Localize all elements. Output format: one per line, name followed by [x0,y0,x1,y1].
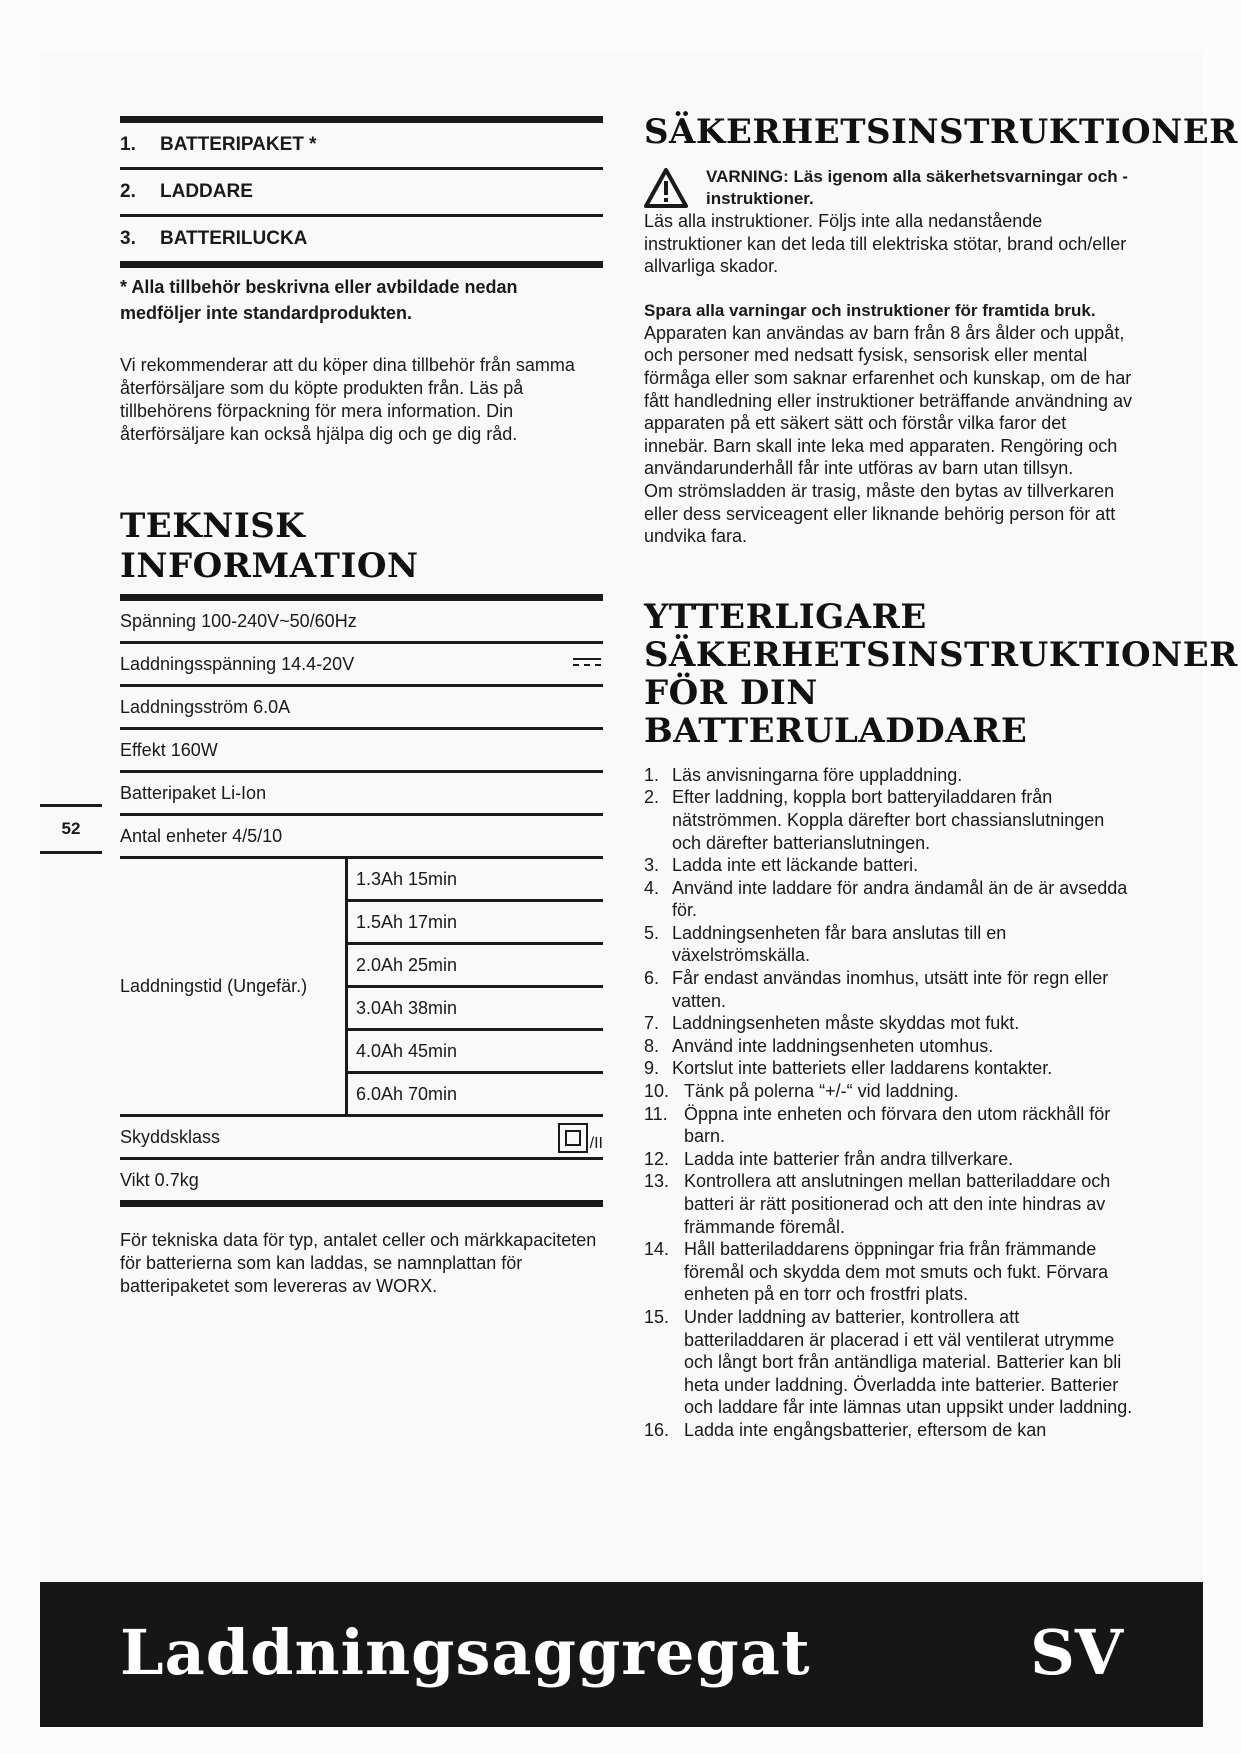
list-item-text: Ladda inte engångsbatterier, eftersom de kan [684,1419,1047,1440]
tech-row-battery-pack [120,773,603,816]
heading-line: YTTERLIGARE [644,596,927,637]
page-number-marker [40,804,102,854]
list-item-number: 14. [644,1239,670,1260]
top-rule [120,116,603,123]
tech-value: Skyddsklass [120,1126,221,1147]
accessories-note: * Alla tillbehör beskrivna eller avbildade nedan medföljer inte standardprodukten. [120,277,518,323]
charge-time-row: 4.0Ah 45min [348,1031,603,1074]
tech-value: Vikt 0.7kg [120,1169,199,1190]
footer-language: SV [1030,1616,1123,1689]
list-item-text: Kortslut inte batteriets eller laddarens kontakter. [672,1058,1053,1079]
accessory-number: 1. [120,134,136,155]
charge-time-list [348,859,603,1114]
cord-paragraph: Om strömsladden är trasig, måste den bytas av tillverkaren eller dess serviceagent eller liknande behörig person för att undvika fara. [644,480,1116,547]
list-item-text: Laddningsenheten får bara anslutas till en växelströmskälla. [672,922,1007,966]
charge-time-row: 6.0Ah 70min [356,1083,458,1104]
safety-list-item [644,1238,1134,1306]
list-item-number: 2. [644,787,660,808]
tech-value: Laddningsspänning 14.4-20V [120,653,355,674]
safety-list-item [644,854,1134,877]
tech-row-power [120,730,603,773]
list-item-text: Ladda inte batterier från andra tillverkare. [684,1148,1014,1169]
tech-top-rule [120,594,603,601]
charge-time-row: 3.0Ah 38min [348,988,603,1031]
accessory-item-1 [120,123,603,170]
tech-value: Antal enheter 4/5/10 [120,825,283,846]
tech-row-units [120,816,603,859]
safety-list-item [644,1306,1134,1419]
list-item-number: 11. [644,1103,668,1124]
list-item-text: Kontrollera att anslutningen mellan batteriladdare och batteri är rätt positionerad och att den inte hindras av främmande föremål. [684,1171,1111,1237]
accessory-label: BATTERILUCKA [160,228,308,249]
list-item-text: Använd inte laddningsenheten utomhus. [672,1035,994,1056]
list-item-text: Under laddning av batterier, kontrollera att batteriladdaren är placerad i ett väl ventilerat utrymme och långt bort från antändliga material. Batterier kan bli heta under laddning. Överladda inte batterier. Batterier och laddare får inte lämnas utan uppsikt under laddning. [684,1306,1133,1418]
tech-row-voltage [120,601,603,644]
accessory-item-3 [120,217,603,261]
tech-row-charge-current [120,687,603,730]
list-item-text: Använd inte laddare för andra ändamål än de är avsedda för. [672,877,1128,921]
additional-safety-list [644,764,1134,1442]
charge-time-row: 1.5Ah 17min [348,902,603,945]
safety-list-item [644,1080,1134,1103]
list-item-text: Laddningsenheten måste skyddas mot fukt. [672,1013,1020,1034]
children-paragraph: Apparaten kan användas av barn från 8 års ålder och uppåt, och personer med nedsatt fysisk, sensorisk eller mental förmåga eller som saknar erfarenhet och kunskap, om de har fått handledning eller instruktioner beträffande användning av apparaten på ett säkert sätt och förstår vilka faror det innebär. Barn skall inte leka med apparaten. Rengöring och användarunderhåll får inte utföras av barn utan tillsyn. [644,322,1133,479]
class-ii-suffix: /II [589,1135,603,1152]
list-item-text: Ladda inte ett läckande batteri. [672,855,919,876]
warning-block [644,166,1134,210]
tech-row-charge-voltage [120,644,603,687]
additional-safety-heading [644,596,1238,751]
tech-row-weight [120,1160,603,1200]
list-item-text: Får endast användas inomhus, utsätt inte för regn eller vatten. [672,968,1109,1011]
safety-list-item [644,967,1134,1012]
safety-list-item [644,1012,1134,1035]
safety-list-item [644,1148,1134,1171]
list-item-number: 7. [644,1013,660,1034]
accessory-number: 2. [120,181,136,202]
save-instructions-heading: Spara alla varningar och instruktioner för framtida bruk. [644,300,1096,320]
safety-list-item [644,764,1134,787]
list-item-number: 16. [644,1419,670,1440]
accessory-item-2 [120,170,603,217]
list-item-text: Tänk på polerna “+/-“ vid laddning. [684,1081,959,1102]
safety-list-item [644,1419,1134,1442]
list-item-number: 8. [644,1035,660,1056]
safety-list-item [644,1170,1134,1238]
list-item-number: 4. [644,877,660,898]
list-item-number: 9. [644,1058,660,1079]
tech-value: Laddningsström 6.0A [120,696,291,717]
warning-triangle-icon [644,168,688,208]
accessory-label: BATTERIPAKET * [160,134,317,155]
accessory-label: LADDARE [160,181,253,202]
heading-line: FÖR DIN BATTERULADDARE [644,672,1028,751]
tech-value: Batteripaket Li-Ion [120,782,267,803]
safety-list-item [644,1103,1134,1148]
tech-bottom-rule [120,1200,603,1207]
safety-list-item [644,877,1134,922]
footer-title: Laddningsaggregat [120,1616,811,1689]
list-item-text: Öppna inte enheten och förvara den utom räckhåll för barn. [684,1103,1111,1147]
tech-footnote: För tekniska data för typ, antalet celler och märkkapaciteten för batterierna som kan laddas, se namnplattan för batteripaketet som levereras av WORX. [120,1230,597,1296]
list-item-number: 6. [644,968,660,989]
accessory-bottom-rule [120,261,603,268]
charge-time-row: 1.3Ah 15min [348,859,603,902]
charge-time-row: 2.0Ah 25min [348,945,603,988]
list-item-number: 15. [644,1306,670,1327]
list-item-number: 1. [644,764,660,785]
charge-time-label: Laddningstid (Ungefär.) [120,859,348,1114]
safety-list-item [644,922,1134,967]
safety-list-item [644,786,1134,854]
safety-list-item [644,1035,1134,1058]
tech-row-protection-class [120,1117,603,1160]
charge-time-table [120,859,603,1117]
list-item-text: Håll batteriladdarens öppningar fria från främmande föremål och skydda dem mot smuts och fukt. Förvara enheten på en torr och frostfri plats. [684,1239,1109,1305]
tech-value: Spänning 100-240V~50/60Hz [120,610,357,631]
list-item-text: Läs anvisningarna före uppladdning. [672,764,963,785]
tech-info-heading: TEKNISK INFORMATION [120,506,419,586]
left-column [120,116,603,1298]
safety-intro: Läs alla instruktioner. Följs inte alla nedanstående instruktioner kan det leda till elektriska stötar, brand och/eller allvarliga skador. [644,211,1127,277]
class-ii-symbol-icon [558,1123,603,1153]
tech-value: Effekt 160W [120,739,218,760]
right-column [644,112,1238,1442]
safety-list-item [644,1057,1134,1080]
list-item-number: 3. [644,855,660,876]
list-item-number: 12. [644,1148,670,1169]
list-item-number: 10. [644,1081,670,1102]
footer-band [40,1582,1203,1727]
page-number: 52 [61,819,81,838]
heading-line: SÄKERHETSINSTRUKTIONER [644,634,1238,675]
dc-symbol-icon [573,658,601,666]
accessory-number: 3. [120,228,136,249]
safety-heading: SÄKERHETSINSTRUKTIONER [644,112,1238,152]
list-item-text: Efter laddning, koppla bort batteryiladdaren från nätströmmen. Koppla därefter bort chassianslutningen och därefter batterianslutningen. [672,787,1105,853]
recommend-paragraph: Vi rekommenderar att du köper dina tillbehör från samma återförsäljare som du köpte produkten från. Läs på tillbehörens förpackning för mera information. Din återförsäljare kan också hjälpa dig och ge dig råd. [120,355,575,444]
warning-text: VARNING: Läs igenom alla säkerhetsvarningar och -instruktioner. [706,167,1128,208]
list-item-number: 5. [644,922,660,943]
list-item-number: 13. [644,1171,670,1192]
